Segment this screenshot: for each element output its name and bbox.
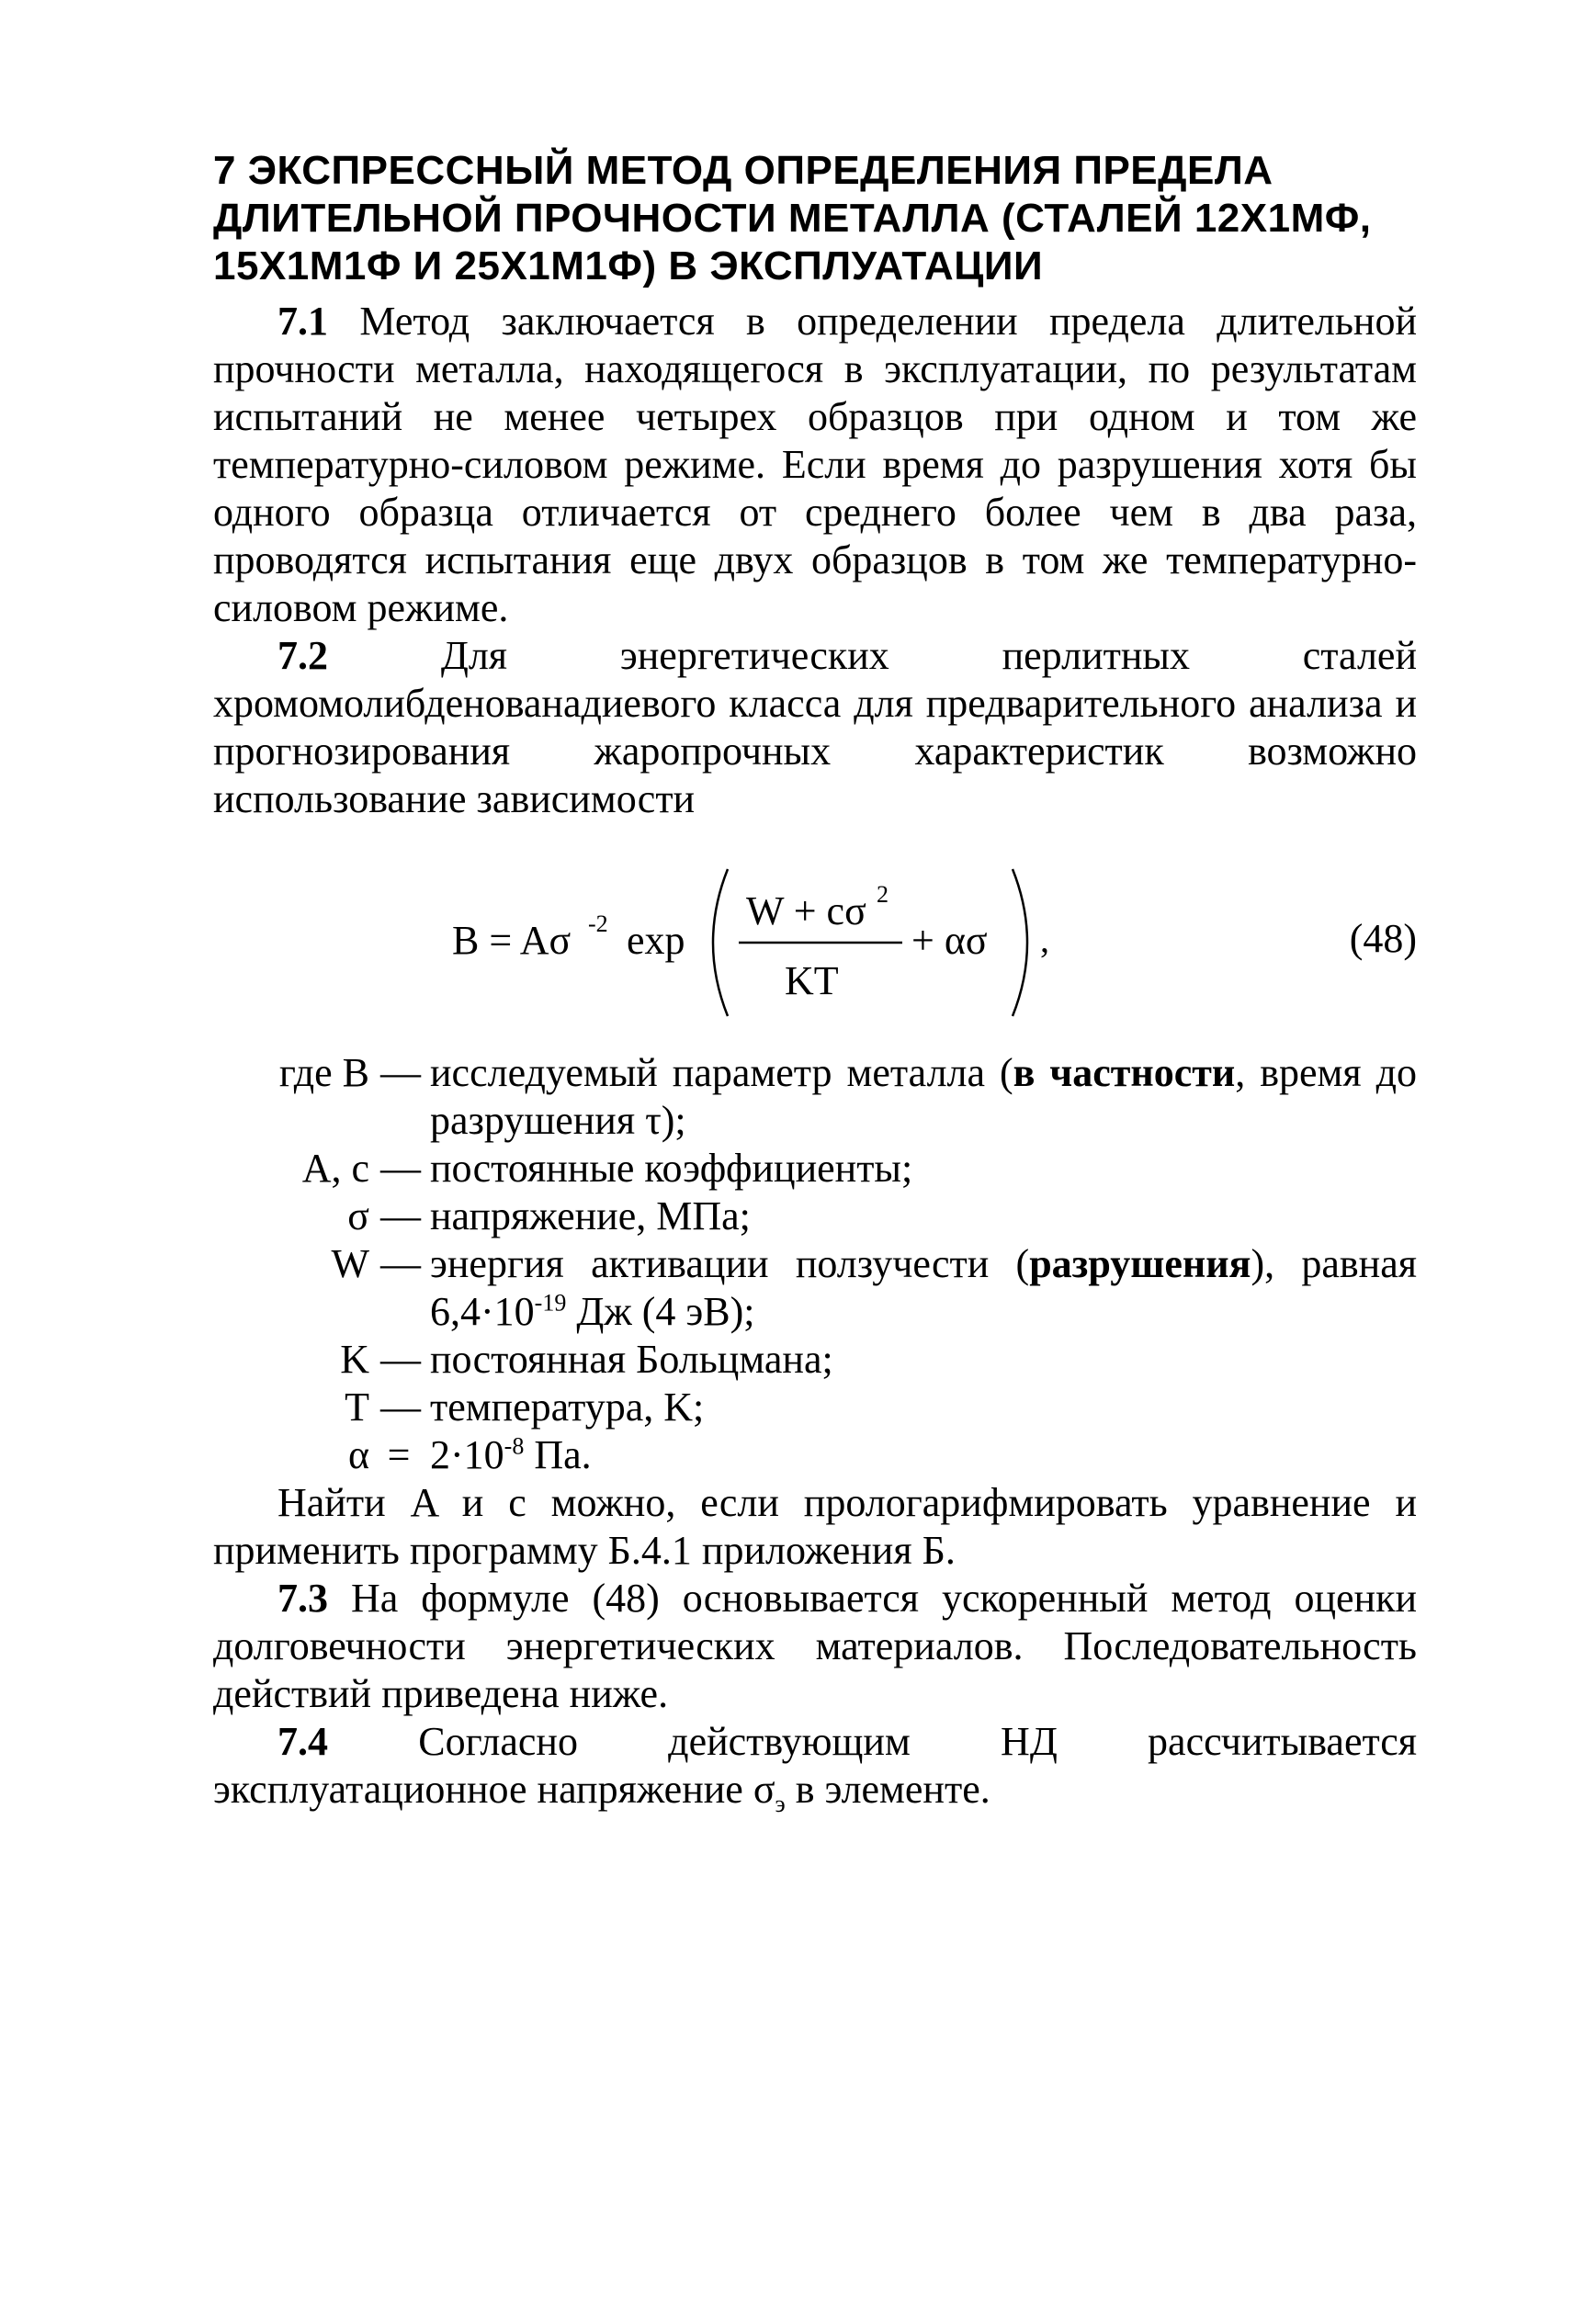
def-text: ), равная 6,4·10 bbox=[430, 1241, 1417, 1334]
def-text: постоянные коэффициенты; bbox=[430, 1146, 913, 1191]
formula-exp: exp bbox=[627, 918, 685, 963]
formula-numerator: W + cσ bbox=[746, 888, 866, 933]
formula-power: -2 bbox=[588, 910, 608, 937]
def-text: Дж (4 эВ); bbox=[566, 1289, 755, 1334]
paragraph-text: Для энергетических перлитных сталей хромомолибденованадиевого класса для предварительного анализа и прогнозирования жаропрочных характеристик возможно использование зависимости bbox=[213, 633, 1418, 821]
def-equals: = bbox=[387, 1432, 411, 1477]
paragraph-text: Метод заключается в определении предела длительной прочности металла, находящегося в эксплуатации, по результатам испытаний не менее четырех образцов при одном и том же температурно-силовом режиме. Если время до разрушения хотя бы одного образца отличается от среднего более чем в два раза, проводятся испытания еще двух образцов в том же температурно-силовом режиме. bbox=[213, 299, 1418, 630]
def-t: T — температура, K; bbox=[213, 1384, 1417, 1431]
paragraph-7-3 bbox=[213, 1575, 1417, 1718]
def-text: , время до разрушения τ); bbox=[430, 1050, 1417, 1143]
svg-text:,: , bbox=[1040, 919, 1049, 960]
formula-graphic bbox=[452, 851, 1114, 1034]
def-symbol: W bbox=[331, 1241, 369, 1286]
clause-number: 7.4 bbox=[277, 1719, 328, 1764]
clause-number: 7.1 bbox=[277, 299, 328, 344]
def-text-bold: разрушения bbox=[1029, 1241, 1251, 1286]
def-symbol: A, c bbox=[301, 1146, 369, 1191]
paragraph-text: в элементе. bbox=[785, 1767, 990, 1812]
def-text: Па. bbox=[524, 1432, 592, 1477]
variable-definitions bbox=[213, 1049, 1417, 1479]
clause-number: 7.3 bbox=[277, 1576, 328, 1621]
def-alpha bbox=[213, 1431, 1417, 1479]
def-symbol: где B bbox=[278, 1050, 369, 1095]
def-symbol: σ bbox=[347, 1193, 369, 1238]
equation-number: (48) bbox=[1349, 916, 1417, 961]
subscript: э bbox=[775, 1790, 786, 1817]
heading-line-3: 15Х1М1Ф И 25Х1М1Ф) В ЭКСПЛУАТАЦИИ bbox=[213, 243, 1044, 288]
def-text: температура, K; bbox=[430, 1385, 705, 1430]
heading-line-2: ДЛИТЕЛЬНОЙ ПРОЧНОСТИ МЕТАЛЛА (СТАЛЕЙ 12Х1МФ, bbox=[213, 196, 1372, 241]
def-text: исследуемый параметр металла ( bbox=[430, 1050, 1013, 1095]
formula-plus-term: + ασ bbox=[911, 918, 988, 963]
paragraph-find: Найти A и c можно, если прологарифмировать уравнение и применить программу Б.4.1 приложения Б. bbox=[213, 1480, 1417, 1573]
formula-lhs: B = Aσ bbox=[452, 918, 572, 963]
def-text-bold: в частности bbox=[1013, 1050, 1236, 1095]
def-w: W — энергия активации ползучести (разрушения), равная $6,4\cdot 10^{-19}$ Дж (4 эВ); bbox=[213, 1240, 1417, 1336]
def-sigma: σ — напряжение, МПа; bbox=[213, 1193, 1417, 1240]
def-ac: A, c — постоянные коэффициенты; bbox=[213, 1145, 1417, 1193]
paragraph-7-1 bbox=[213, 298, 1417, 632]
left-paren bbox=[713, 869, 728, 1016]
section-heading bbox=[213, 147, 1417, 290]
def-superscript: -19 bbox=[534, 1289, 567, 1317]
formula-numerator-power: 2 bbox=[877, 881, 889, 908]
clause-number: 7.2 bbox=[277, 633, 328, 678]
def-text: энергия активации ползучести ( bbox=[430, 1241, 1030, 1286]
def-text: постоянная Больцмана; bbox=[430, 1337, 833, 1382]
paragraph-7-4 bbox=[213, 1718, 1418, 1817]
def-superscript: -8 bbox=[504, 1432, 525, 1460]
def-b: где B — исследуемый параметр металла (в частности, время до разрушения τ); bbox=[213, 1049, 1417, 1145]
heading-line-1: 7 ЭКСПРЕССНЫЙ МЕТОД ОПРЕДЕЛЕНИЯ ПРЕДЕЛА bbox=[213, 148, 1273, 193]
formula-48 bbox=[213, 851, 1417, 1034]
def-symbol: T bbox=[345, 1385, 369, 1430]
def-symbol: K bbox=[340, 1337, 369, 1382]
document-page bbox=[213, 147, 1418, 1817]
paragraph-7-2 bbox=[213, 632, 1417, 823]
def-symbol: α bbox=[347, 1432, 369, 1477]
formula-denominator: KT bbox=[785, 958, 839, 1003]
def-text: напряжение, МПа; bbox=[430, 1193, 751, 1238]
paragraph-text: Согласно действующим НД рассчитывается эксплуатационное напряжение σ bbox=[213, 1719, 1418, 1812]
right-paren bbox=[1013, 869, 1027, 1016]
def-text: 2·10 bbox=[430, 1432, 504, 1477]
paragraph-text: На формуле (48) основывается ускоренный метод оценки долговечности энергетических материалов. Последовательность действий приведена ниже. bbox=[213, 1576, 1417, 1716]
def-k: K — постоянная Больцмана; bbox=[213, 1336, 1417, 1384]
